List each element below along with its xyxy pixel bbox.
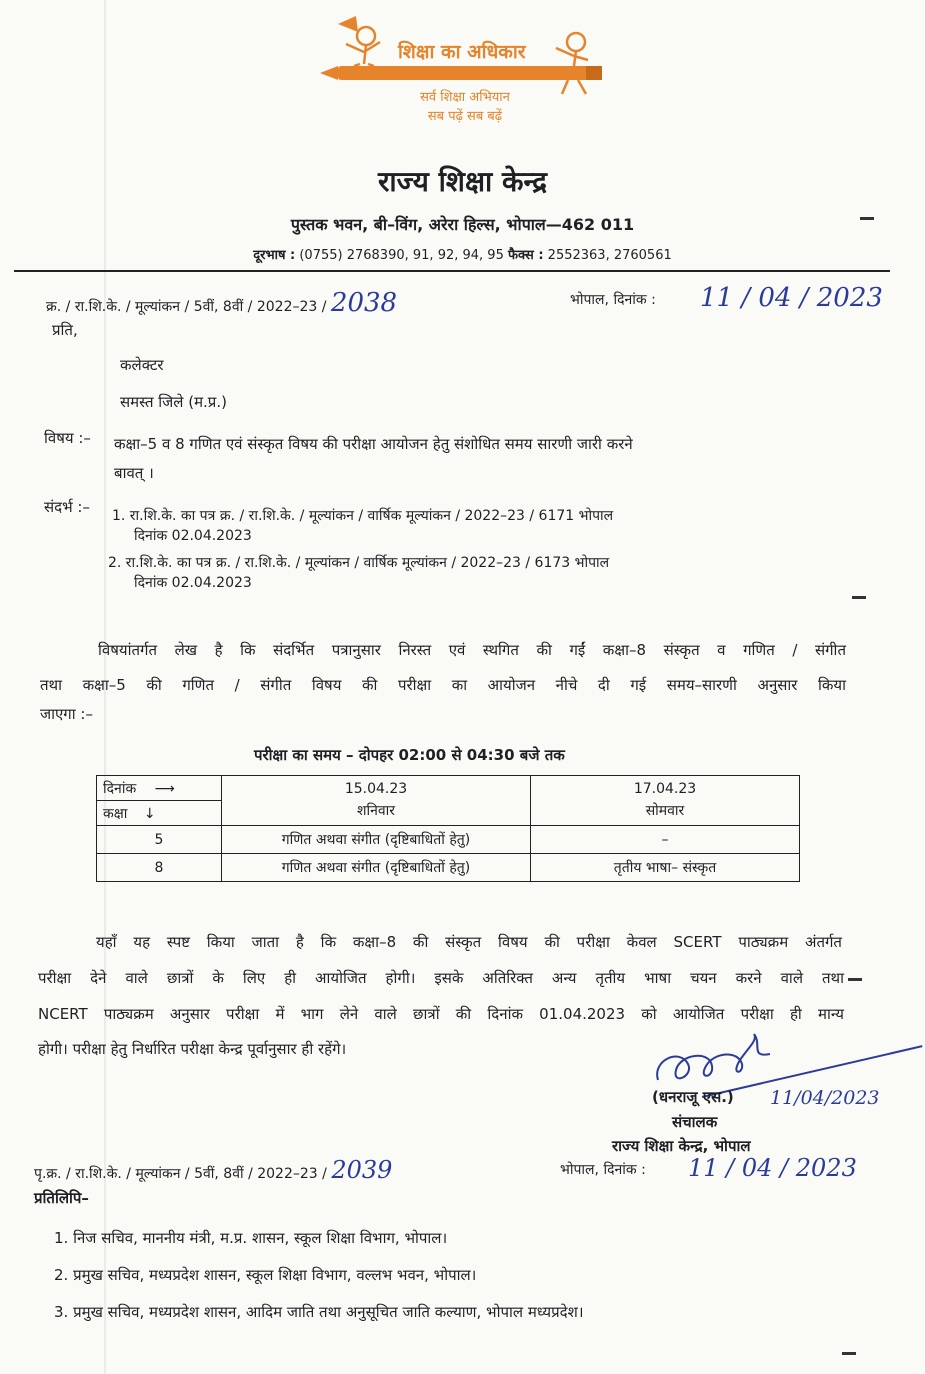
body-paragraph-line: NCERT पाठ्यक्रम अनुसार परीक्षा में भाग लेने वाले छात्रों की दिनांक 01.04.2023 को आयोजित परीक्षा ही मान्य [38,1005,844,1023]
reference-item: 1. रा.शि.के. का पत्र क्र. / रा.शि.के. / मूल्यांकन / वार्षिक मूल्यांकन / 2022–23 / 6171 भोपाल [112,508,614,524]
date-header-label: दिनांक [103,780,137,797]
date-column-2 [531,776,800,826]
body-paragraph-line: यहाँ यह स्पष्ट किया जाता है कि कक्षा–8 की संस्कृत विषय की परीक्षा केवल SCERT पाठ्यक्रम अंतर्गत [96,933,842,951]
org-name: राज्य शिक्षा केन्द्र [377,165,548,198]
logo-slogan-line2: सब पढ़ें सब बढ़ें [427,109,503,124]
table-row [97,826,800,854]
scan-mark [848,978,862,981]
scan-mark [842,1352,856,1355]
exam-time-heading: परीक्षा का समय – दोपहर 02:00 से 04:30 बजे तक [254,746,565,764]
date-header-cell [97,776,222,801]
scan-mark [860,217,874,220]
fax-label: फैक्स : [507,248,544,263]
body-paragraph-line: जाएगा :– [40,705,93,723]
copy-list-item: 2. प्रमुख सचिव, मध्यप्रदेश शासन, स्कूल शिक्षा विभाग, वल्लभ भवन, भोपाल। [54,1266,477,1284]
date-2: 17.04.23 [633,781,697,797]
subject-line2: बावत् । [114,464,154,482]
class-cell: 8 [97,854,222,882]
recipient-line2: समस्त जिले (म.प्र.) [120,393,227,411]
logo-slogan-line1: सर्व शिक्षा अभियान [420,90,510,105]
copy-place-date-label: भोपाल, दिनांक : [560,1162,646,1178]
reference-number [46,288,397,318]
schedule-cell: – [531,826,800,854]
signatory-name: (धनराजू एस.) [652,1088,734,1106]
header-divider [14,270,890,272]
date-1: 15.04.23 [344,781,408,797]
signatory-office: राज्य शिक्षा केन्द्र, भोपाल [612,1137,751,1155]
right-arrow-icon: ⟶ [154,780,175,797]
to-label: प्रति, [52,321,78,339]
date-column-1 [222,776,531,826]
class-header-cell [97,801,222,826]
fax-numbers: 2552363, 2760561 [547,248,672,263]
exam-schedule-table [96,775,800,882]
copy-reference-prefix: पृ.क्र. / रा.शि.के. / मूल्यांकन / 5वीं, 8वीं / 2022–23 / [34,1166,327,1182]
day-2: सोमवार [645,803,685,819]
reference-label: संदर्भ :– [44,498,90,516]
body-paragraph-line: विषयांतर्गत लेख है कि संदर्भित पत्रानुसार निरस्त एवं स्थगित की गईं कक्षा–8 संस्कृत व गणित / संगीत [98,641,846,659]
table-row [97,776,800,801]
class-header-label: कक्षा [103,805,128,822]
handwritten-date: 11 / 04 / 2023 [700,283,883,313]
schedule-cell: गणित अथवा संगीत (दृष्टिबाधितों हेतु) [222,854,531,882]
class-cell: 5 [97,826,222,854]
scan-mark [852,596,866,599]
copy-list-item: 3. प्रमुख सचिव, मध्यप्रदेश शासन, आदिम जाति तथा अनुसूचित जाति कल्याण, भोपाल मध्यप्रदेश। [54,1303,584,1321]
logo-title: शिक्षा का अधिकार [398,41,526,63]
subject-line1: कक्षा–5 व 8 गणित एवं संस्कृत विषय की परीक्षा आयोजन हेतु संशोधित समय सारणी जारी करने [114,435,633,453]
copy-reference [34,1156,392,1184]
day-1: शनिवार [356,803,396,819]
copy-reference-handwritten-number: 2039 [331,1156,393,1184]
table-row [97,854,800,882]
subject-label: विषय :– [44,429,91,447]
org-contact [0,245,925,263]
place-date-label: भोपाल, दिनांक : [570,292,656,308]
org-address: पुस्तक भवन, बी–विंग, अरेरा हिल्स, भोपाल—462 011 [290,215,635,234]
body-paragraph-line: होगी। परीक्षा हेतु निर्धारित परीक्षा केन्द्र पूर्वानुसार ही रहेंगे। [38,1040,347,1058]
copy-heading: प्रतिलिपि– [34,1189,89,1207]
down-arrow-icon: ↓ [143,805,156,822]
reference-handwritten-number: 2038 [330,288,398,318]
phone-numbers: (0755) 2768390, 91, 92, 94, 95 [299,248,504,263]
reference-item-date: दिनांक 02.04.2023 [134,575,252,591]
copy-list-item: 1. निज सचिव, माननीय मंत्री, म.प्र. शासन, स्कूल शिक्षा विभाग, भोपाल। [54,1229,448,1247]
place-date [570,290,656,309]
schedule-cell: गणित अथवा संगीत (दृष्टिबाधितों हेतु) [222,826,531,854]
body-paragraph-line: तथा कक्षा–5 की गणित / संगीत विषय की परीक्षा का आयोजन नीचे दी गई समय–सारणी अनुसार किया [40,676,846,694]
signatory-designation: संचालक [672,1113,718,1131]
signature-date: 11/04/2023 [770,1087,880,1109]
body-paragraph-line: परीक्षा देने वाले छात्रों के लिए ही आयोजित होगी। इसके अतिरिक्त अन्य तृतीय भाषा चयन करने वाले तथा [38,969,844,987]
copy-handwritten-date: 11 / 04 / 2023 [688,1154,857,1182]
schedule-cell: तृतीय भाषा– संस्कृत [531,854,800,882]
phone-label: दूरभाष : [253,248,296,263]
reference-item: 2. रा.शि.के. का पत्र क्र. / रा.शि.के. / मूल्यांकन / वार्षिक मूल्यांकन / 2022–23 / 6173 भोपाल [108,555,610,571]
recipient-line1: कलेक्टर [120,356,164,374]
reference-prefix: क्र. / रा.शि.के. / मूल्यांकन / 5वीं, 8वीं / 2022–23 / [46,299,327,315]
reference-item-date: दिनांक 02.04.2023 [134,528,252,544]
